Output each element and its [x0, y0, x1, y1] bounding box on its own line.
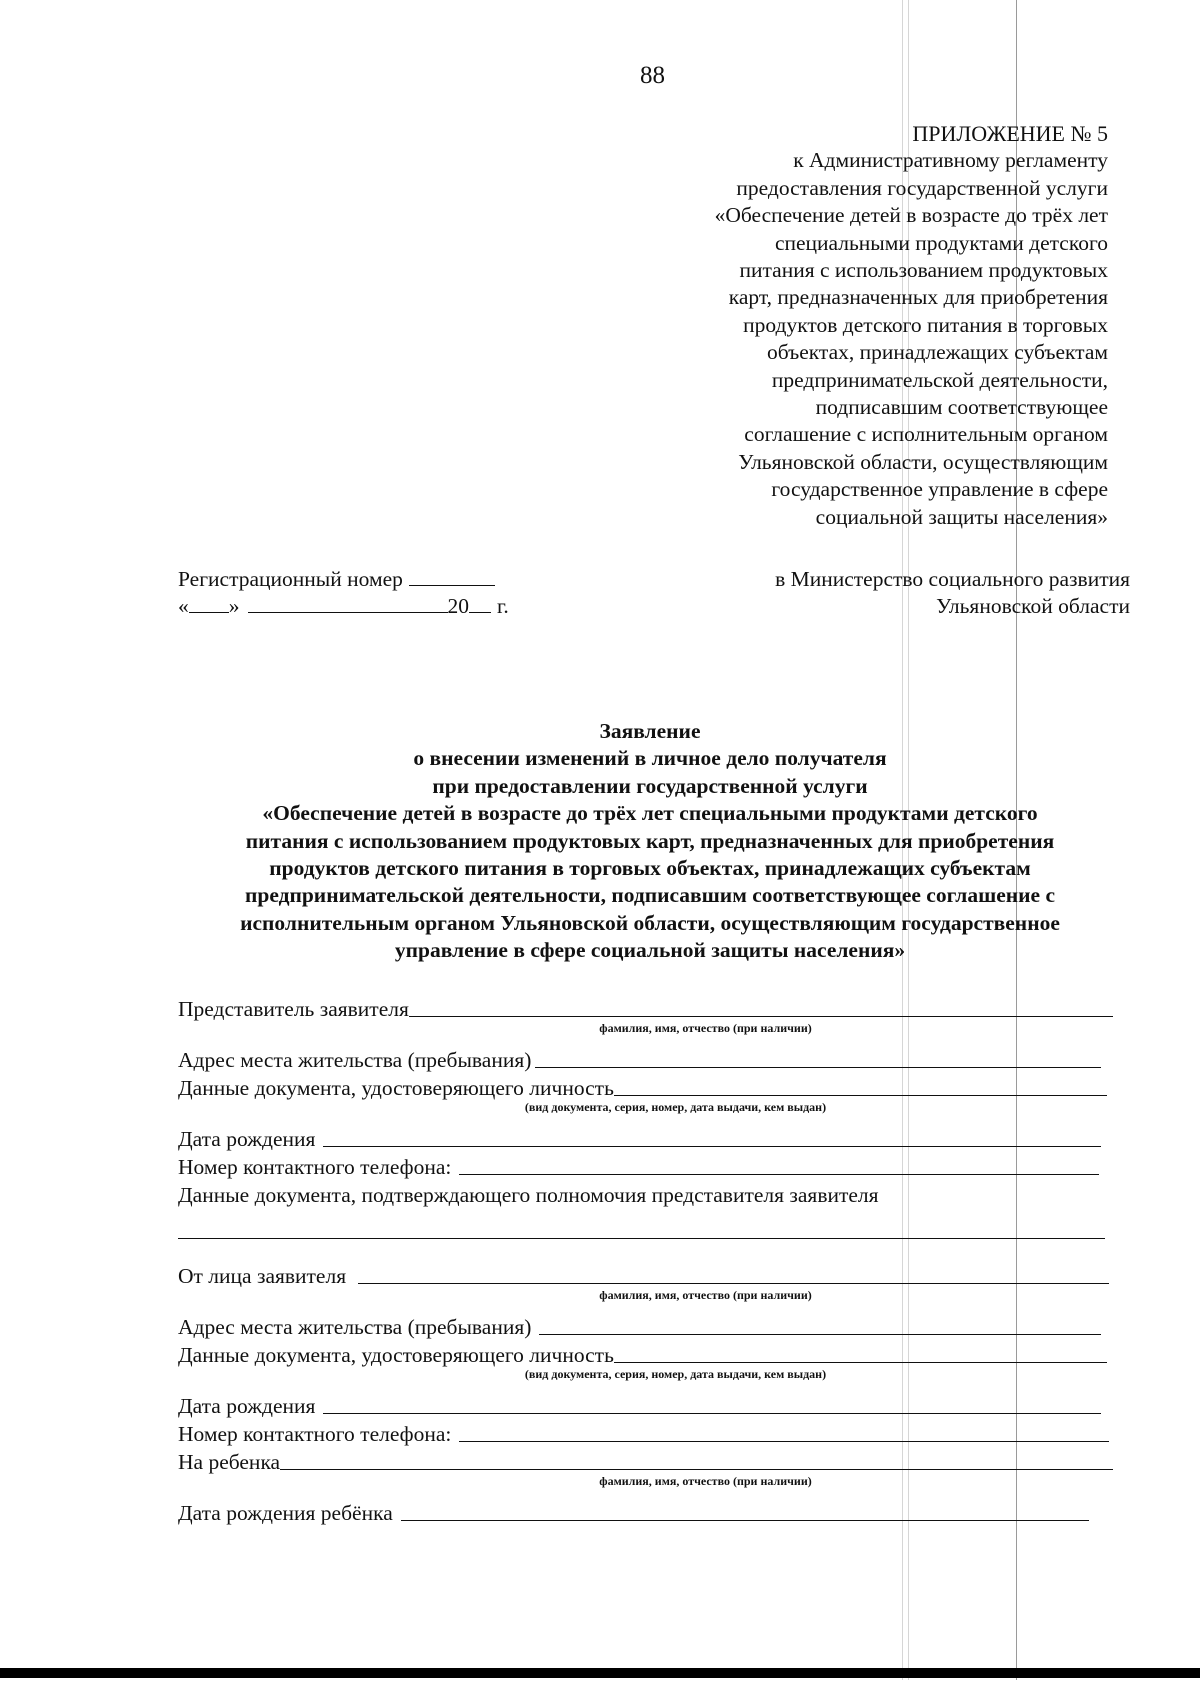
year-suffix: г. [497, 594, 509, 618]
representative-birth-row [178, 1124, 1113, 1152]
registration-number-row [178, 566, 509, 593]
child-name-label: На ребенка [178, 1450, 281, 1474]
representative-name-field[interactable] [409, 996, 1113, 1017]
addressee-block [670, 566, 1130, 620]
applicant-phone-row [178, 1419, 1113, 1447]
appendix-line: объектах, принадлежащих субъектам [766, 340, 1108, 365]
title-line: управление в сфере социальной защиты населения» [394, 938, 906, 963]
representative-address-label: Адрес места жительства (пребывания) [178, 1048, 532, 1072]
application-form [178, 994, 1113, 1526]
representative-authority-row [178, 1180, 1113, 1208]
year-prefix: 20 [447, 594, 469, 618]
registration-number-label: Регистрационный номер [178, 567, 403, 591]
appendix-heading: ПРИЛОЖЕНИЕ № 5 [912, 121, 1108, 146]
appendix-line: предпринимательской деятельности, [771, 367, 1108, 392]
representative-address-field[interactable] [535, 1047, 1101, 1068]
applicant-birth-row [178, 1391, 1113, 1419]
representative-authority-field[interactable] [178, 1208, 1105, 1239]
representative-id-doc-field[interactable] [614, 1075, 1107, 1096]
appendix-line: предоставления государственной услуги [736, 175, 1108, 200]
title-line: Заявление [599, 719, 701, 743]
representative-name-row [178, 994, 1113, 1022]
representative-phone-label: Номер контактного телефона: [178, 1155, 452, 1179]
title-line: о внесении изменений в личное дело получателя [413, 746, 887, 771]
document-title [170, 718, 1130, 965]
child-birth-row [178, 1498, 1113, 1526]
representative-name-hint: фамилия, имя, отчество (при наличии) [599, 1021, 812, 1035]
applicant-birth-label: Дата рождения [178, 1394, 316, 1418]
representative-phone-row [178, 1152, 1113, 1180]
applicant-name-label: От лица заявителя [178, 1264, 347, 1288]
applicant-phone-field[interactable] [459, 1421, 1109, 1442]
appendix-line: «Обеспечение детей в возрасте до трёх лет [714, 203, 1108, 228]
representative-address-row [178, 1045, 1113, 1073]
appendix-line: продуктов детского питания в торговых [743, 312, 1108, 337]
appendix-line: специальными продуктами детского [774, 230, 1108, 255]
child-birth-label: Дата рождения ребёнка [178, 1501, 393, 1525]
child-birth-field[interactable] [401, 1500, 1089, 1521]
representative-birth-field[interactable] [323, 1126, 1101, 1147]
date-close-quote: » [228, 594, 240, 618]
appendix-line: подписавшим соответствующее [815, 395, 1108, 420]
title-line: предпринимательской деятельности, подписавшим соответствующее соглашение с [244, 883, 1055, 908]
representative-id-doc-row [178, 1073, 1113, 1101]
appendix-line: соглашение с исполнительным органом [744, 422, 1108, 447]
applicant-address-row [178, 1312, 1113, 1340]
representative-name-label: Представитель заявителя [178, 997, 409, 1021]
title-line: питания с использованием продуктовых карт, предназначенных для приобретения [245, 828, 1055, 853]
child-name-hint: фамилия, имя, отчество (при наличии) [599, 1474, 812, 1488]
title-line: продуктов детского питания в торговых объектах, принадлежащих субъектам [269, 856, 1031, 881]
applicant-id-doc-label: Данные документа, удостоверяющего личность [178, 1343, 614, 1367]
applicant-name-field[interactable] [358, 1263, 1109, 1284]
addressee-line: Ульяновской области [936, 594, 1130, 618]
appendix-line: социальной защиты населения» [815, 504, 1108, 529]
appendix-line: к Административному регламенту [793, 148, 1108, 173]
title-line: исполнительным органом Ульяновской области, осуществляющим государственное [240, 910, 1060, 935]
date-month-field[interactable] [248, 594, 448, 613]
addressee-line: в Министерство социального развития [775, 567, 1130, 591]
representative-id-doc-hint: (вид документа, серия, номер, дата выдачи, кем выдан) [524, 1100, 827, 1114]
representative-authority-label: Данные документа, подтверждающего полномочия представителя заявителя [178, 1183, 879, 1207]
applicant-id-doc-row [178, 1340, 1113, 1368]
applicant-id-doc-field[interactable] [614, 1342, 1107, 1363]
appendix-block [588, 120, 1108, 531]
applicant-name-hint: фамилия, имя, отчество (при наличии) [599, 1288, 812, 1302]
child-name-field[interactable] [280, 1449, 1113, 1470]
appendix-line: питания с использованием продуктовых [739, 258, 1108, 283]
scan-bottom-edge [0, 1668, 1200, 1678]
appendix-line: государственное управление в сфере [771, 477, 1108, 502]
applicant-address-label: Адрес места жительства (пребывания) [178, 1315, 532, 1339]
registration-date-row [178, 593, 509, 620]
appendix-line: карт, предназначенных для приобретения [728, 285, 1108, 310]
title-line: при предоставлении государственной услуги [432, 773, 868, 798]
applicant-phone-label: Номер контактного телефона: [178, 1422, 452, 1446]
representative-phone-field[interactable] [459, 1154, 1099, 1175]
applicant-address-field[interactable] [539, 1314, 1101, 1335]
page-number: 88 [640, 62, 665, 89]
date-open-quote: « [178, 594, 189, 618]
representative-birth-label: Дата рождения [178, 1127, 316, 1151]
applicant-id-doc-hint: (вид документа, серия, номер, дата выдачи, кем выдан) [524, 1367, 827, 1381]
applicant-birth-field[interactable] [323, 1393, 1101, 1414]
registration-block [178, 566, 509, 620]
registration-number-field[interactable] [409, 567, 495, 586]
representative-id-doc-label: Данные документа, удостоверяющего личность [178, 1076, 614, 1100]
applicant-name-row [178, 1261, 1113, 1289]
date-day-field[interactable] [189, 594, 229, 613]
child-name-row [178, 1447, 1113, 1475]
appendix-line: Ульяновской области, осуществляющим [738, 449, 1108, 474]
date-year-field[interactable] [469, 594, 491, 613]
title-line: «Обеспечение детей в возрасте до трёх лет специальными продуктами детского [262, 801, 1038, 826]
